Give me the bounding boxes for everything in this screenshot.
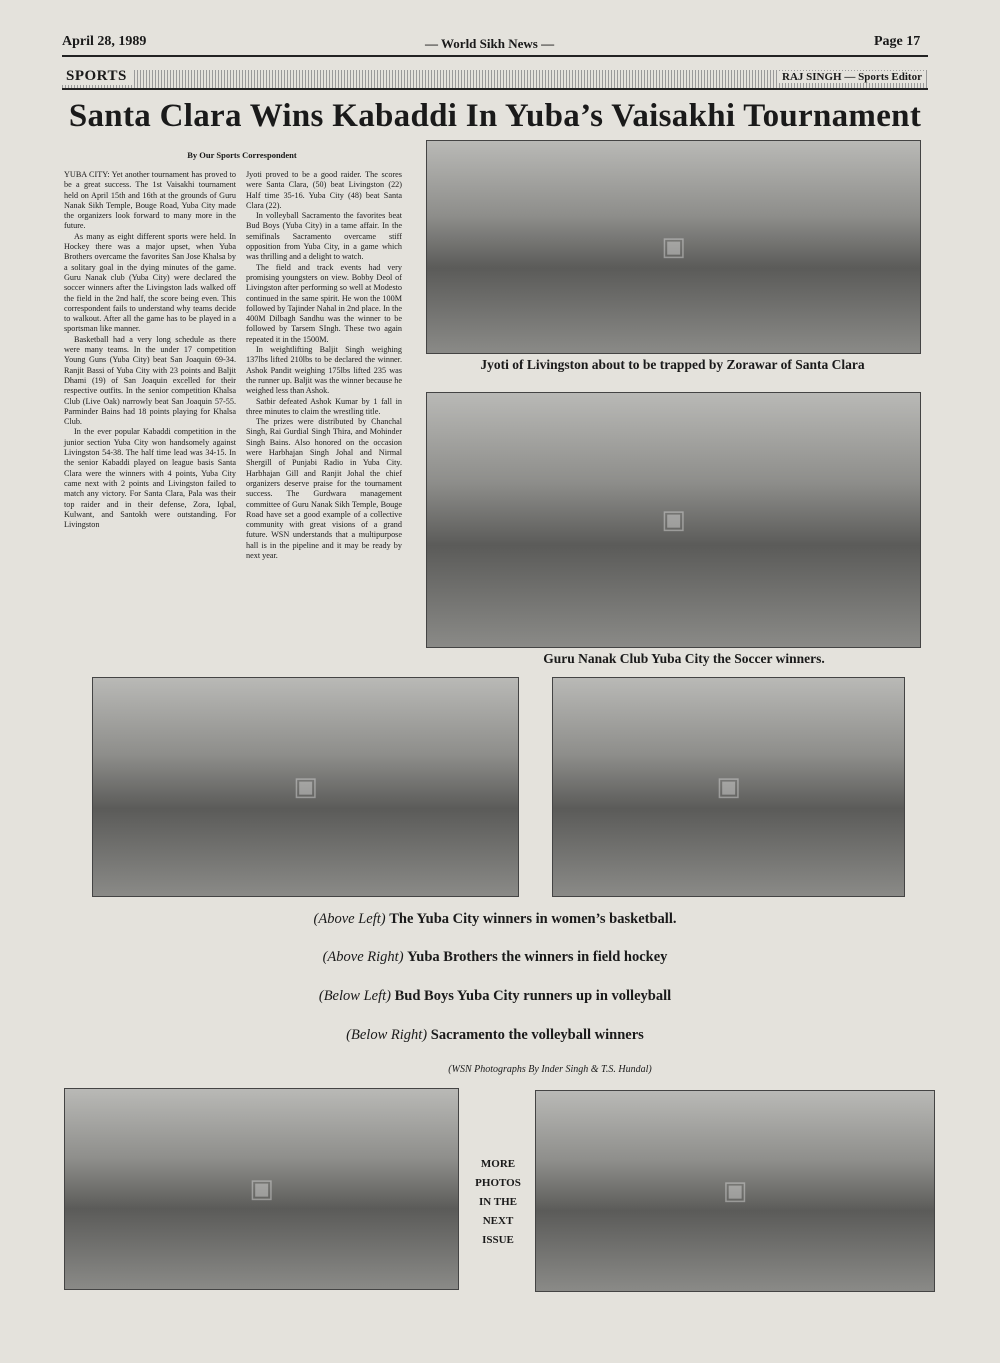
article-paragraph: Satbir defeated Ashok Kumar by 1 fall in three minutes to claim the wrestling title. bbox=[246, 396, 402, 416]
article-paragraph: The prizes were distributed by Chanchal Singh, Rai Gurdial Singh Thira, and Mohinder Singh Bains. Also honored on the occasion were Harbhajan Singh Johal and Nirmal Shergill of Punjabi Radio in Yuba City. Harbhajan Gill and Ranjit Johal the chief organizers deserve praise for the tournament success. The Gurdwara management committee of Guru Nanak Sikh Temple, Bouge Road have set a good example of a collective community with great visions of a grand future. WSN understands that a multipurpose hall is in the pipeline and it may be ready by next year. bbox=[246, 417, 402, 560]
photo-credit: (WSN Photographs By Inder Singh & T.S. Hundal) bbox=[448, 1064, 652, 1075]
article-paragraph: The field and track events had very promising youngsters on view. Bobby Deol of Livingston after performing so well at Modesto continued in the same spirit. He won the 100M followed by Tajinder Nahal in 2nd place. In the 400M Dilbagh Sandhu was the winner to be followed by Tarsem SIngh. These two again repeated it in the 1500M. bbox=[246, 262, 402, 344]
photo-icon: ▣ bbox=[722, 1176, 748, 1205]
article-paragraph: In the ever popular Kabaddi competition in the junior section Yuba City won handsomely against Livingston 54-38. The half time lead was 34-15. In the senior Kabaddi played on league basis Santa Clara were the winners with 4 points, Yuba City came next with 2 points and Livingston failed to match any victory. For Santa Clara, Pala was their top raider and in their defense, Zora, Iqbal, Kulwant, and Santokh were outstanding. For Livingston bbox=[64, 427, 236, 530]
soccer-caption: Guru Nanak Club Yuba City the Soccer winners. bbox=[543, 651, 825, 666]
article-paragraph: In weightlifting Baljit Singh weighing 137lbs lifted 210lbs to be declared the winner. Ashok Pandit weighing 175lbs lifted 235 was the runner up. Baljit was the winner because he weighed less than Ashok. bbox=[246, 345, 402, 396]
photo-icon: ▣ bbox=[716, 772, 741, 801]
photo-icon: ▣ bbox=[293, 772, 318, 801]
volleyball-winners-photo bbox=[535, 1090, 935, 1292]
header-rule bbox=[62, 55, 928, 57]
article-column-2 bbox=[246, 170, 402, 561]
photo-icon: ▣ bbox=[249, 1174, 274, 1203]
kabaddi-caption: Jyoti of Livingston about to be trapped by Zorawar of Santa Clara bbox=[480, 357, 865, 372]
article-headline: Santa Clara Wins Kabaddi In Yuba’s Vaisakhi Tournament bbox=[68, 98, 922, 134]
caption-below-right: (Below Right) Sacramento the volleyball winners bbox=[346, 1027, 644, 1043]
issue-date: April 28, 1989 bbox=[62, 34, 147, 49]
article-paragraph: Jyoti proved to be a good raider. The scores were Santa Clara, (50) beat Livingston (22) Half time 35-16. Yuba City (48) beat Santa Clara (22). bbox=[246, 170, 402, 210]
article-column-1 bbox=[64, 170, 236, 530]
photo-icon: ▣ bbox=[661, 505, 686, 534]
article-paragraph: In volleyball Sacramento the favorites beat Bud Boys (Yuba City) in a tame affair. In the semifinals Sacramento overcame stiff opposition from Yuba City, in a game which was thrilling and a delight to watch. bbox=[246, 211, 402, 262]
caption-above-right: (Above Right) Yuba Brothers the winners in field hockey bbox=[322, 949, 668, 965]
kabaddi-photo bbox=[426, 140, 921, 354]
caption-above-left: (Above Left) The Yuba City winners in women’s basketball. bbox=[313, 911, 677, 927]
article-byline: By Our Sports Correspondent bbox=[187, 150, 297, 160]
section-editor: RAJ SINGH — Sports Editor bbox=[778, 71, 926, 83]
field-hockey-photo bbox=[552, 677, 905, 897]
soccer-team-photo bbox=[426, 392, 921, 648]
article-paragraph: Basketball had a very long schedule as there were many teams. In the under 17 competition Young Guns (Yuba City) beat San Joaquin 69-34. Ranjit Bassi of Yuba City with 23 points and Baljit Dhami (19) of San Joaquin excelled for their respective outfits. In the senior competition Khalsa Club (Live Oak) narrowly beat San Joaquin 57-55. Parminder Bains had 18 points playing for Khalsa Club. bbox=[64, 334, 236, 427]
basketball-women-photo bbox=[92, 677, 519, 897]
page-number: Page 17 bbox=[874, 34, 921, 49]
newspaper-name: — World Sikh News — bbox=[425, 36, 555, 51]
photo-icon: ▣ bbox=[661, 232, 686, 261]
section-label: SPORTS bbox=[62, 68, 133, 85]
caption-below-left: (Below Left) Bud Boys Yuba City runners up in volleyball bbox=[318, 988, 672, 1004]
article-paragraph: As many as eight different sports were held. In Hockey there was a major upset, when Yuba Brothers overcame the favorites San Jose Khalsa by a solitary goal in the dying minutes of the game. Guru Nanak club (Yuba City) were declared the soccer winners after the Livingston lads walked off the field in the 2nd half, the score being even. This correspondent fails to understand why teams decide to walkout. After all the game has to be played in a sportsman like manner. bbox=[64, 231, 236, 334]
article-paragraph: YUBA CITY: Yet another tournament has proved to be a great success. The 1st Vaisakhi tournament held on April 15th and 16th at the grounds of Guru Nanak Sikh Temple, Bouge Road, Yuba City made the organizers look forward to many more in the future. bbox=[64, 170, 236, 231]
volleyball-runners-up-photo bbox=[64, 1088, 459, 1290]
more-photos-notice: MORE PHOTOS IN THE NEXT ISSUE bbox=[475, 1158, 521, 1246]
